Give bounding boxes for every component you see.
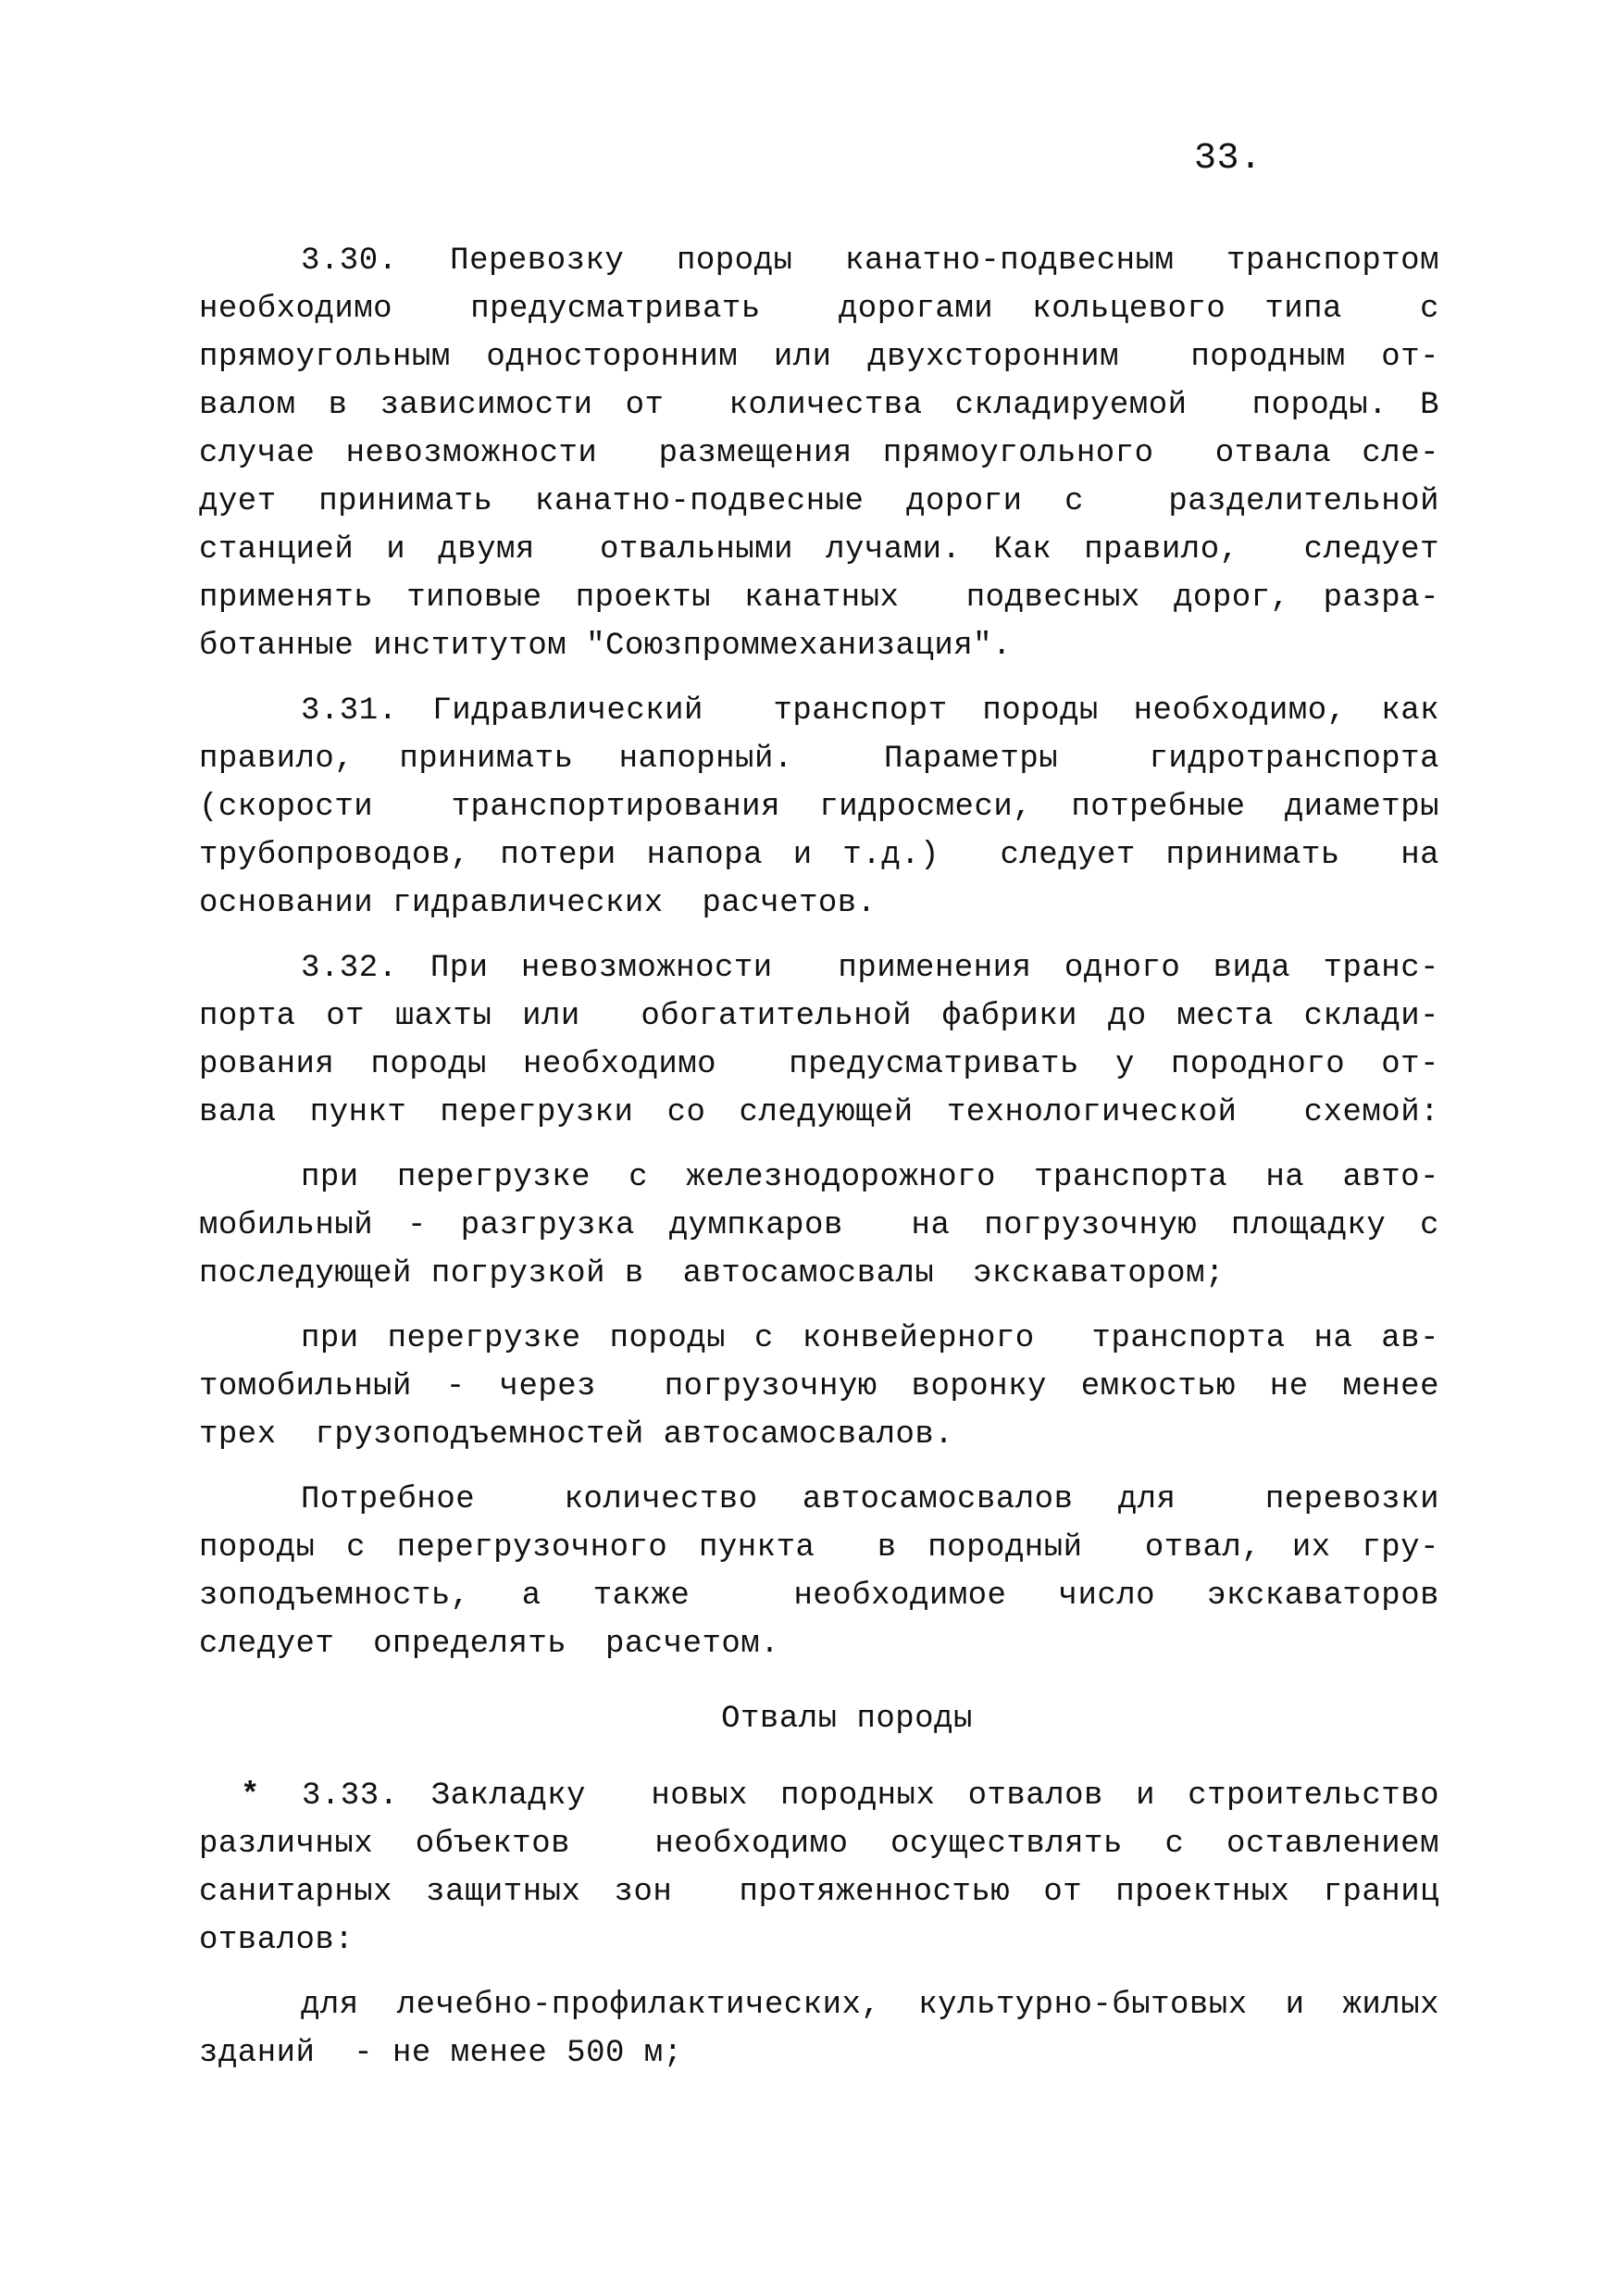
text-line: при перегрузке породы с конвейерного транспорта на ав-	[301, 1321, 1439, 1356]
paragraph-3-32	[199, 944, 1439, 1137]
text-line: последующей погрузкой в автосамосвалы экскаватором;	[199, 1256, 1225, 1292]
text-line: дует принимать канатно-подвесные дороги с разделительной	[199, 484, 1439, 519]
text-line: при перегрузке с железнодорожного транспорта на авто-	[301, 1160, 1439, 1195]
text-line: трех грузоподъемностей автосамосвалов.	[199, 1417, 954, 1453]
text-line: валом в зависимости от количества складируемой породы. В	[199, 388, 1439, 423]
paragraph-3-31	[199, 687, 1439, 928]
page-number: 33.	[1194, 138, 1263, 180]
text-line: зданий - не менее 500 м;	[199, 2036, 683, 2071]
text-line: вала пункт перегрузки со следующей технологической схемой:	[199, 1095, 1439, 1130]
text-line: мобильный - разгрузка думпкаров на погрузочную площадку с	[199, 1208, 1439, 1243]
text-line: порта от шахты или обогатительной фабрики до места склади-	[199, 999, 1439, 1034]
text-line: рования породы необходимо предусматривать у породного от-	[199, 1047, 1439, 1082]
paragraph-3-32-truck-count	[199, 1476, 1439, 1668]
section-heading: Отвалы породы	[721, 1702, 973, 1737]
text-line: правило, принимать напорный. Параметры гидротранспорта	[199, 742, 1439, 777]
text-line: станцией и двумя отвальными лучами. Как правило, следует	[199, 532, 1439, 568]
text-line: ботанные институтом "Союзпроммеханизация".	[199, 629, 1012, 664]
paragraph-3-30	[199, 237, 1439, 670]
paragraph-3-32-conveyor-to-truck	[199, 1315, 1439, 1459]
text-line	[199, 1772, 1439, 1820]
text-line: 3.31. Гидравлический транспорт породы необходимо, как	[301, 693, 1439, 729]
text-line-content: 3.33. Закладку новых породных отвалов и строительство	[302, 1778, 1439, 1814]
text-line: породы с перегрузочного пункта в породный отвал, их гру-	[199, 1530, 1439, 1566]
text-line: Потребное количество автосамосвалов для перевозки	[301, 1482, 1439, 1517]
text-line: санитарных защитных зон протяженностью от проектных границ	[199, 1875, 1439, 1910]
paragraph-3-33	[199, 1772, 1439, 1965]
text-line: применять типовые проекты канатных подвесных дорог, разра-	[199, 580, 1439, 616]
text-line: зоподъемность, а также необходимое число экскаваторов	[199, 1578, 1439, 1614]
text-line: прямоугольным односторонним или двухсторонним породным от-	[199, 340, 1439, 375]
text-line: необходимо предусматривать дорогами кольцевого типа с	[199, 292, 1439, 327]
text-line: следует определять расчетом.	[199, 1627, 780, 1662]
text-line: основании гидравлических расчетов.	[199, 886, 877, 921]
text-line: 3.30. Перевозку породы канатно-подвесным транспортом	[301, 243, 1439, 279]
paragraph-3-32-rail-to-truck	[199, 1154, 1439, 1298]
amendment-mark: *	[241, 1778, 260, 1814]
text-line: 3.32. При невозможности применения одного вида транс-	[301, 951, 1439, 986]
text-line: случае невозможности размещения прямоугольного отвала сле-	[199, 436, 1439, 471]
document-body	[199, 237, 1439, 2078]
text-line: (скорости транспортирования гидросмеси, потребные диаметры	[199, 790, 1439, 825]
paragraph-3-33-buildings	[199, 1981, 1439, 2078]
text-line: различных объектов необходимо осуществлять с оставлением	[199, 1827, 1439, 1862]
text-line: томобильный - через погрузочную воронку емкостью не менее	[199, 1369, 1439, 1404]
text-line: отвалов:	[199, 1923, 355, 1958]
section-heading-wrapper	[199, 1687, 1439, 1752]
text-line: для лечебно-профилактических, культурно-бытовых и жилых	[301, 1988, 1439, 2023]
text-line: трубопроводов, потери напора и т.д.) следует принимать на	[199, 838, 1439, 873]
